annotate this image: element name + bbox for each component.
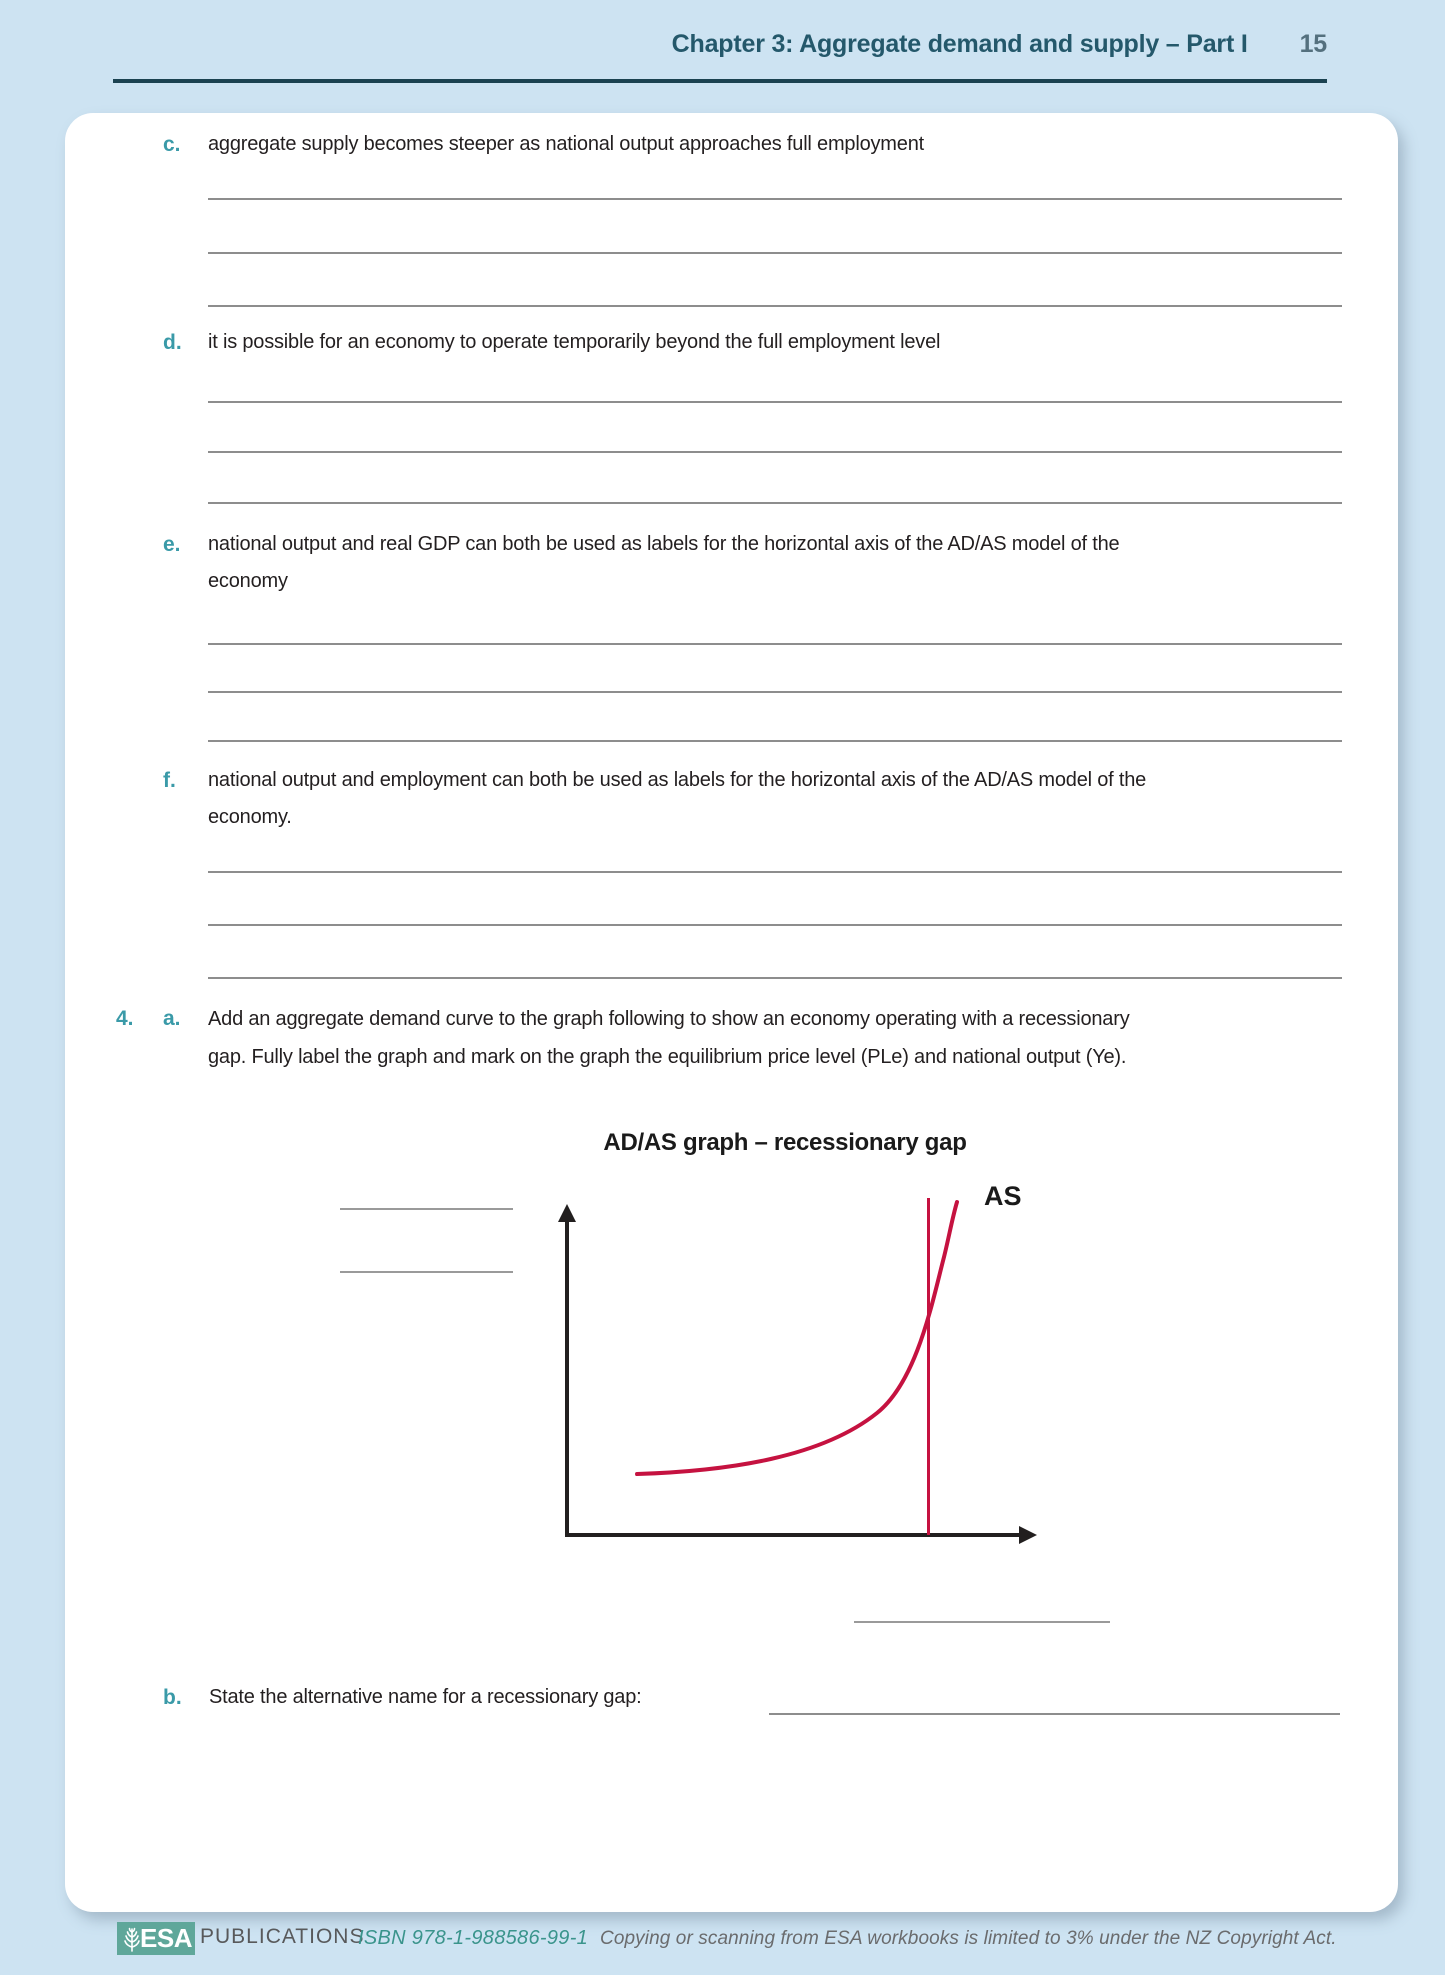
graph-blank-label-line[interactable] — [854, 1621, 1110, 1623]
item-label-f: f. — [163, 769, 176, 792]
item-text-c: aggregate supply becomes steeper as national output approaches full employment — [208, 133, 924, 155]
chapter-header — [113, 30, 1327, 59]
item-label-e: e. — [163, 533, 181, 556]
fern-icon — [120, 1925, 144, 1952]
item-label-4a: a. — [163, 1007, 181, 1030]
answer-line[interactable] — [208, 924, 1342, 926]
item-text-e: national output and real GDP can both be used as labels for the horizontal axis of the AD/AS model of the economy — [208, 533, 1120, 592]
item-text-4a: Add an aggregate demand curve to the graph following to show an economy operating with a recessionary gap. Fully label the graph and mark on the graph the equilibrium price level (PLe) and national output (Ye). — [208, 1008, 1130, 1068]
logo-text: ESA — [140, 1923, 192, 1953]
question-number-4: 4. — [116, 1007, 134, 1030]
graph-blank-label-line[interactable] — [340, 1271, 513, 1273]
as-curve — [560, 1185, 1020, 1545]
publisher-name: PUBLICATIONS — [200, 1925, 365, 1948]
item-label-4b: b. — [163, 1686, 182, 1709]
chapter-title: Chapter 3: Aggregate demand and supply – Part I — [671, 30, 1248, 58]
answer-line[interactable] — [208, 691, 1342, 693]
as-curve-label: AS — [984, 1181, 1022, 1211]
answer-line[interactable] — [208, 871, 1342, 873]
item-text-d: it is possible for an economy to operate temporarily beyond the full employment level — [208, 331, 941, 353]
item-text-4b: State the alternative name for a recessionary gap: — [209, 1686, 642, 1708]
header-rule — [113, 79, 1327, 83]
graph-blank-label-line[interactable] — [340, 1208, 513, 1210]
item-label-c: c. — [163, 133, 181, 156]
answer-line[interactable] — [208, 305, 1342, 307]
copyright-notice: Copying or scanning from ESA workbooks is limited to 3% under the NZ Copyright Act. — [600, 1928, 1337, 1949]
answer-line[interactable] — [208, 252, 1342, 254]
answer-line[interactable] — [208, 502, 1342, 504]
item-label-d: d. — [163, 331, 182, 354]
answer-line[interactable] — [208, 740, 1342, 742]
isbn-text: ISBN 978-1-988586-99-1 — [358, 1927, 589, 1949]
answer-line[interactable] — [208, 451, 1342, 453]
page-number: 15 — [1299, 30, 1327, 58]
answer-line[interactable] — [208, 977, 1342, 979]
x-axis-arrow-icon — [1019, 1526, 1037, 1544]
answer-line[interactable] — [208, 643, 1342, 645]
graph-title: AD/AS graph – recessionary gap — [603, 1129, 967, 1156]
item-text-f: national output and employment can both be used as labels for the horizontal axis of the AD/AS model of the economy. — [208, 769, 1147, 828]
answer-line[interactable] — [208, 401, 1342, 403]
esa-logo — [117, 1922, 195, 1955]
answer-line[interactable] — [208, 198, 1342, 200]
answer-line[interactable] — [769, 1713, 1340, 1715]
